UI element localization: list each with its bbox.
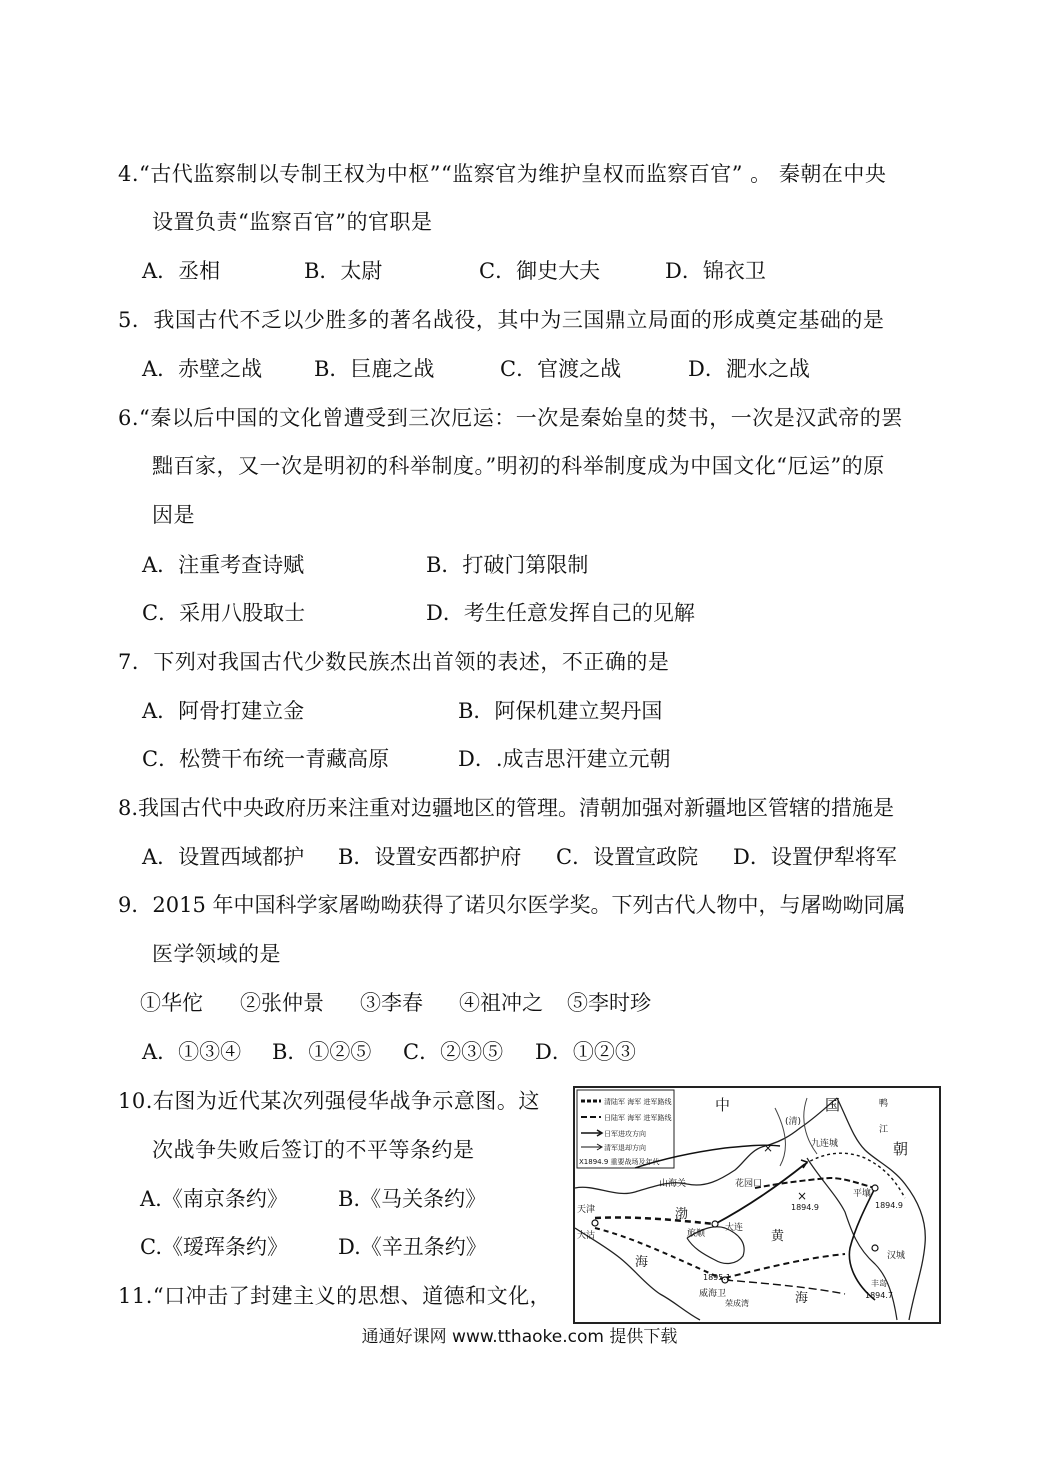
map-label-lushun: 旅顺 [687,1229,706,1239]
q8-option-c: C．设置宣政院 [556,845,699,869]
q5-option-b: B．巨鹿之战 [314,357,435,381]
map-label-yalu: 鸭 [879,1099,889,1109]
war-map [575,1088,939,1322]
q5-option-a: A．赤壁之战 [142,357,263,381]
q4-line1: 4.“古代监察制以专制王权为中枢”“监察官为维护皇权而监察百官” 。 秦朝在中央 [118,162,887,186]
river-1 [775,1108,785,1166]
q4-line2: 设置负责“监察百官”的官职是 [152,210,433,234]
map-label-shanhaiguan: 山海关 [659,1179,687,1189]
map-label-date-2: 1894.9 [875,1201,903,1210]
map-label-fengdao: 丰岛 [871,1279,887,1288]
route-qing-sea [595,1217,715,1224]
q9-line2: 医学领域的是 [152,942,281,966]
q7-line1: 7．下列对我国古代少数民族杰出首领的表述，不正确的是 [118,650,670,674]
route-north-dash [755,1178,875,1188]
route-japan-sea [725,1254,845,1278]
q7-option-d: D．.成吉思汗建立元朝 [458,747,671,771]
page-footer: 通通好课网 www.tthaoke.com 提供下载 [361,1327,678,1347]
war-map-figure [573,1086,941,1324]
q10-option-a: A.《南京条约》 [140,1187,288,1211]
q6-line2: 黜百家，又一次是明初的科举制度。”明初的科举制度成为中国文化“厄运”的原 [152,454,885,478]
legend-label-5: X1894.9 重要战场及年代 [579,1158,660,1166]
map-label-weihaiwei: 威海卫 [699,1289,727,1299]
city-dot-lushun [712,1221,718,1227]
battle-mark-2: × [797,1189,808,1203]
q8-option-b: B．设置安西都护府 [338,845,522,869]
map-label-hai2: 海 [795,1291,809,1306]
q11-line1: 11.“口冲击了封建主义的思想、道德和文化， [118,1284,552,1308]
q6-line3: 因是 [152,503,195,527]
q7-option-b: B．阿保机建立契丹国 [458,699,663,723]
q9-item-3: ③李春 [360,991,423,1015]
route-japan-attack [715,1164,808,1224]
legend-label-4: 清军退却方向 [604,1144,646,1152]
q7-option-c: C．松赞干布统一青藏高原 [142,747,390,771]
map-label-chao: 朝 [893,1140,909,1158]
q8-option-a: A．设置西域都护 [142,845,305,869]
legend-label-3: 日军进攻方向 [604,1130,646,1138]
map-label-date-4: 1894.7 [865,1291,893,1300]
city-dot-hancheng [872,1245,878,1251]
map-label-tianjin: 天津 [577,1205,596,1215]
q9-option-a: A．①③④ [142,1040,242,1064]
q10-option-d: D.《辛丑条约》 [338,1235,487,1259]
q7-option-a: A．阿骨打建立金 [142,699,305,723]
battle-mark-1: × [763,1141,774,1155]
map-label-hancheng: 汉城 [887,1251,906,1261]
q5-option-c: C．官渡之战 [500,357,622,381]
route-yellow-sea [725,1280,845,1294]
legend-label-1: 清陆军 海军 进军路线 [604,1098,672,1106]
map-label-bo: 渤 [675,1207,689,1222]
map-label-yancheng: 荣成湾 [725,1299,749,1308]
q4-option-d: D．锦衣卫 [665,259,766,283]
q6-option-c: C．采用八股取士 [142,601,306,625]
q8-option-d: D．设置伊犁将军 [733,845,897,869]
q8-line1: 8.我国古代中央政府历来注重对边疆地区的管理。清朝加强对新疆地区管辖的措施是 [118,796,895,820]
map-label-huang: 黄 [771,1229,785,1244]
map-label-pingrang: 平壤 [853,1189,872,1199]
q10-option-b: B.《马关条约》 [338,1187,487,1211]
q6-option-a: A．注重考查诗赋 [142,553,305,577]
q9-option-d: D．①②③ [535,1040,636,1064]
map-label-hai1: 海 [635,1255,649,1270]
q10-option-c: C.《瑷珲条约》 [140,1235,288,1259]
q9-option-b: B．①②⑤ [272,1040,372,1064]
map-label-dalian: 大连 [725,1223,744,1233]
q10-line1: 10.右图为近代某次列强侵华战争示意图。这 [118,1089,540,1113]
q4-option-c: C．御史大夫 [479,259,601,283]
q4-option-b: B．太尉 [304,259,383,283]
q9-option-c: C．②③⑤ [403,1040,504,1064]
q6-line1: 6.“秦以后中国的文化曾遭受到三次厄运：一次是秦始皇的焚书，一次是汉武帝的罢 [118,406,903,430]
q9-item-2: ②张仲景 [240,991,324,1015]
map-label-qing: (清) [785,1117,802,1127]
q6-option-b: B．打破门第限制 [426,553,589,577]
map-label-huayuankou: 花园口 [735,1179,763,1189]
q5-option-d: D．淝水之战 [688,357,810,381]
city-dot-tianjin [592,1220,598,1226]
map-label-jiang: 江 [879,1125,889,1135]
q6-option-d: D．考生任意发挥自己的见解 [426,601,695,625]
map-label-jiulian: 九连城 [811,1139,839,1149]
map-label-dagu: 大沽 [577,1231,596,1241]
q9-line1: 9．2015 年中国科学家屠呦呦获得了诺贝尔医学奖。下列古代人物中，与屠呦呦同属 [118,893,906,917]
q4-option-a: A．丞相 [142,259,221,283]
q9-item-4: ④祖冲之 [459,991,543,1015]
city-dot-pingrang [872,1185,878,1191]
q10-line2: 次战争失败后签订的不平等条约是 [152,1138,475,1162]
q9-item-5: ⑤李时珍 [567,991,651,1015]
shandong-coastline [575,1228,700,1320]
map-label-zhong: 中 [715,1096,731,1114]
map-label-guo: 国 [825,1096,841,1114]
q5-line1: 5．我国古代不乏以少胜多的著名战役，其中为三国鼎立局面的形成奠定基础的是 [118,308,885,332]
legend-label-2: 日陆军 海军 进军路线 [604,1114,672,1122]
map-label-date-1: 1894.9 [791,1203,819,1212]
map-label-date-3: 1895.1 [703,1273,731,1282]
q9-item-1: ①华佗 [140,991,203,1015]
